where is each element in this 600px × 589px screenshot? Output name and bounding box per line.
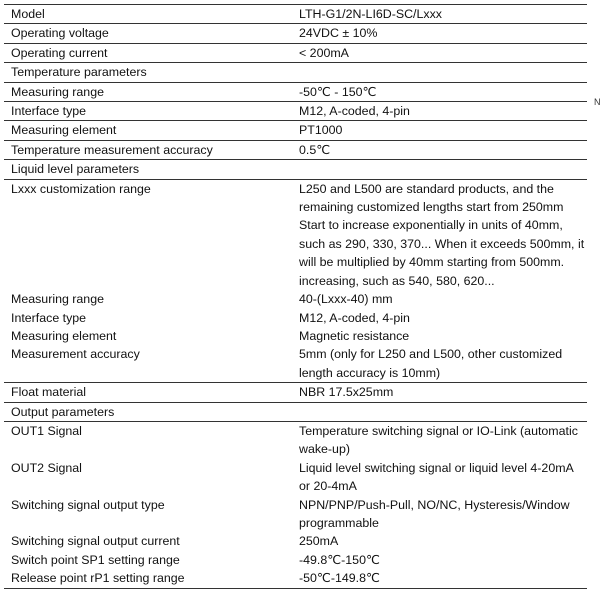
spec-label: Operating current [4, 43, 292, 62]
spec-row-rp1-range [4, 569, 587, 588]
spec-label: Interface type [4, 102, 292, 121]
spec-label: Float material [4, 383, 292, 402]
spec-row-liquid-measuring-range [4, 290, 587, 308]
spec-value: 40-(Lxxx-40) mm [299, 292, 393, 307]
spec-value: -50℃-149.8℃ [292, 569, 587, 588]
spec-row-out2-signal [4, 459, 587, 496]
spec-label: Temperature measurement accuracy [4, 140, 292, 159]
spec-label: Measurement accuracy [11, 347, 140, 362]
spec-row-out1-signal [4, 421, 587, 458]
spec-label: OUT2 Signal [11, 460, 82, 475]
spec-label: Operating voltage [4, 24, 292, 43]
section-title: Output parameters [4, 402, 587, 421]
spec-value: Liquid level switching signal or liquid level 4-20mA or 20-4mA [299, 460, 574, 494]
spec-row-switching-output-current [4, 532, 587, 550]
spec-value: -50℃ - 150℃ [292, 82, 587, 101]
spec-label: Measuring range [11, 292, 104, 307]
spec-row-temp-interface-type [4, 102, 587, 121]
spec-label: Switch point SP1 setting range [11, 552, 180, 567]
spec-row-liquid-accuracy [4, 345, 587, 382]
section-title: Temperature parameters [4, 63, 587, 82]
spec-row-model [4, 5, 587, 24]
spec-value: 5mm (only for L250 and L500, other customized length accuracy is 10mm) [299, 347, 563, 380]
spec-row-temp-accuracy [4, 140, 587, 159]
spec-value: M12, A-coded, 4-pin [292, 102, 587, 121]
spec-row-liquid-interface-type [4, 309, 587, 327]
spec-value: Magnetic resistance [299, 328, 410, 343]
spec-value: 24VDC ± 10% [292, 24, 587, 43]
edge-text-fragment: N [594, 97, 600, 107]
spec-value: Temperature switching signal or IO-Link (automatic wake-up) [292, 421, 587, 458]
spec-value: 250mA [299, 534, 339, 549]
specifications-table [4, 4, 587, 589]
spec-row-operating-current [4, 43, 587, 62]
spec-value: PT1000 [292, 121, 587, 140]
spec-row-sp1-range [4, 551, 587, 569]
spec-row-temp-measuring-element [4, 121, 587, 140]
spec-label: Measuring range [4, 82, 292, 101]
spec-label: Measuring element [4, 121, 292, 140]
spec-value: NPN/PNP/Push-Pull, NO/NC, Hysteresis/Window programmable [299, 497, 570, 530]
spec-row-liquid-measuring-element [4, 327, 587, 345]
spec-value: < 200mA [292, 43, 587, 62]
spec-value: 0.5℃ [292, 140, 587, 159]
spec-value: NBR 17.5x25mm [292, 383, 587, 402]
spec-label: Interface type [11, 310, 87, 325]
spec-label: Lxxx customization range [4, 179, 292, 290]
spec-label: OUT1 Signal [4, 421, 292, 458]
spec-value: M12, A-coded, 4-pin [299, 310, 410, 325]
spec-label: Switching signal output current [11, 534, 180, 549]
spec-value: -49.8℃-150℃ [299, 552, 380, 567]
spec-value: L250 and L500 are standard products, and the remaining customized lengths start from 250mm Start to increase exponentially in units of 40mm, such as 290, 330, 370... When it exceeds 500mm, it will be multiplied by 40mm starting from 500mm. increasing, such as 540, 580, 620... [292, 179, 587, 290]
spec-row-switching-output-type [4, 496, 587, 533]
spec-value: LTH-G1/2N-LI6D-SC/Lxxx [292, 5, 587, 24]
spec-row-float-material [4, 383, 587, 402]
section-header-temperature [4, 63, 587, 82]
spec-row-operating-voltage [4, 24, 587, 43]
spec-label: Release point rP1 setting range [4, 569, 292, 588]
section-header-output [4, 402, 587, 421]
spec-label: Model [4, 5, 292, 24]
spec-row-lxxx-customization [4, 179, 587, 290]
spec-row-temp-measuring-range [4, 82, 587, 101]
spec-label: Measuring element [11, 328, 117, 343]
section-header-liquid-level [4, 160, 587, 179]
spec-label: Switching signal output type [11, 497, 165, 512]
section-title: Liquid level parameters [4, 160, 587, 179]
